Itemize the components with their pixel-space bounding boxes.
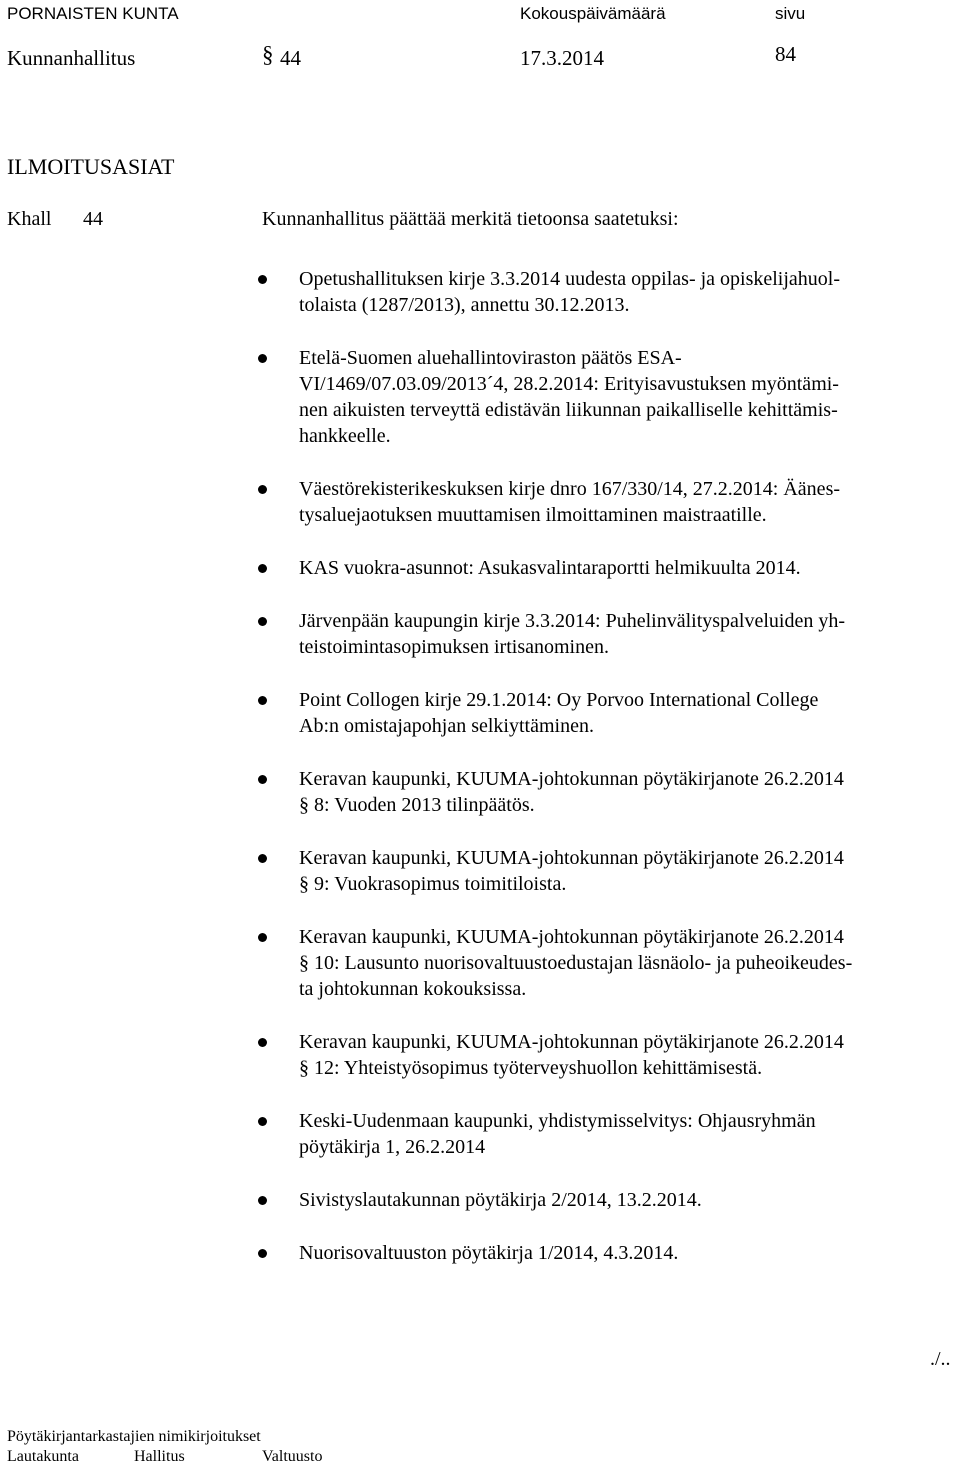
decision-lead-text: Kunnanhallitus päättää merkitä tietoonsa saatetuksi: [262, 208, 679, 230]
list-item [0, 1108, 960, 1160]
bullet-icon [258, 354, 267, 363]
list-item [0, 345, 960, 449]
paragraph-mark: § [262, 42, 274, 67]
list-item-text: Keravan kaupunki, KUUMA-johtokunnan pöytäkirjanote 26.2.2014 § 10: Lausunto nuorisovaltuustoedustajan läsnäolo- ja puheoikeudes- ta johtokunnan kokouksissa. [299, 926, 853, 1000]
bullet-icon [258, 696, 267, 705]
list-item-text: Keravan kaupunki, KUUMA-johtokunnan pöytäkirjanote 26.2.2014 § 12: Yhteistyösopimus työterveyshuollon kehittämisestä. [299, 1031, 844, 1079]
list-item-text: Järvenpään kaupungin kirje 3.3.2014: Puhelinvälityspalveluiden yh- teistoimintasopimuksen irtisanominen. [299, 610, 845, 658]
paragraph-number: 44 [280, 46, 301, 70]
bullet-icon [258, 1038, 267, 1047]
meeting-date: 17.3.2014 [520, 46, 604, 70]
page-column-label: sivu [775, 4, 806, 23]
list-item [0, 924, 960, 1002]
list-item [0, 845, 960, 897]
list-item [0, 766, 960, 818]
list-item [0, 266, 960, 318]
page-number: 84 [775, 42, 796, 66]
bullet-icon [258, 564, 267, 573]
list-item [0, 687, 960, 739]
list-item [0, 555, 960, 581]
list-item-text: Etelä-Suomen aluehallintoviraston päätös ESA- VI/1469/07.03.09/2013´4, 28.2.2014: Erityisavustuksen myöntämi- nen aikuisten terveyttä edistävän liikunnan paikalliselle kehittämis- hankkeelle. [299, 347, 839, 447]
continuation-mark: ./.. [930, 1348, 951, 1370]
footer-body-council: Valtuusto [262, 1448, 323, 1465]
list-item [0, 1029, 960, 1081]
list-item-text: Nuorisovaltuuston pöytäkirja 1/2014, 4.3.2014. [299, 1242, 679, 1264]
footer-body-board: Lautakunta [7, 1448, 79, 1465]
date-column-label: Kokouspäivämäärä [520, 4, 666, 23]
case-ref-label: Khall [7, 208, 52, 230]
bullet-icon [258, 1249, 267, 1258]
footer-body-government: Hallitus [134, 1448, 185, 1465]
list-item [0, 476, 960, 528]
case-ref-number: 44 [83, 208, 103, 230]
bullet-icon [258, 275, 267, 284]
list-item-text: Keravan kaupunki, KUUMA-johtokunnan pöytäkirjanote 26.2.2014 § 9: Vuokrasopimus toimitiloista. [299, 847, 844, 895]
bullet-icon [258, 854, 267, 863]
notification-list [0, 266, 960, 1293]
list-item-text: Väestörekisterikeskuksen kirje dnro 167/330/14, 27.2.2014: Äänes- tysaluejaotuksen muuttamisen ilmoittaminen maistraatille. [299, 478, 841, 526]
bullet-icon [258, 617, 267, 626]
meeting-body: Kunnanhallitus [7, 46, 136, 70]
list-item-text: Keski-Uudenmaan kaupunki, yhdistymisselvitys: Ohjausryhmän pöytäkirja 1, 26.2.2014 [299, 1110, 816, 1158]
list-item-text: KAS vuokra-asunnot: Asukasvalintaraportti helmikuulta 2014. [299, 557, 801, 579]
footer-signatures-title: Pöytäkirjantarkastajien nimikirjoitukset [7, 1428, 261, 1445]
bullet-icon [258, 1117, 267, 1126]
bullet-icon [258, 1196, 267, 1205]
bullet-icon [258, 933, 267, 942]
bullet-icon [258, 775, 267, 784]
list-item [0, 1187, 960, 1213]
organization-name: PORNAISTEN KUNTA [7, 4, 179, 23]
section-title: ILMOITUSASIAT [7, 154, 175, 179]
list-item-text: Point Collogen kirje 29.1.2014: Oy Porvoo International College Ab:n omistajapohjan selkiyttäminen. [299, 689, 819, 737]
list-item-text: Keravan kaupunki, KUUMA-johtokunnan pöytäkirjanote 26.2.2014 § 8: Vuoden 2013 tilinpäätös. [299, 768, 844, 816]
list-item-text: Sivistyslautakunnan pöytäkirja 2/2014, 13.2.2014. [299, 1189, 702, 1211]
bullet-icon [258, 485, 267, 494]
list-item-text: Opetushallituksen kirje 3.3.2014 uudesta oppilas- ja opiskelijahuol- tolaista (1287/2013), annettu 30.12.2013. [299, 268, 841, 316]
list-item [0, 1240, 960, 1266]
list-item [0, 608, 960, 660]
